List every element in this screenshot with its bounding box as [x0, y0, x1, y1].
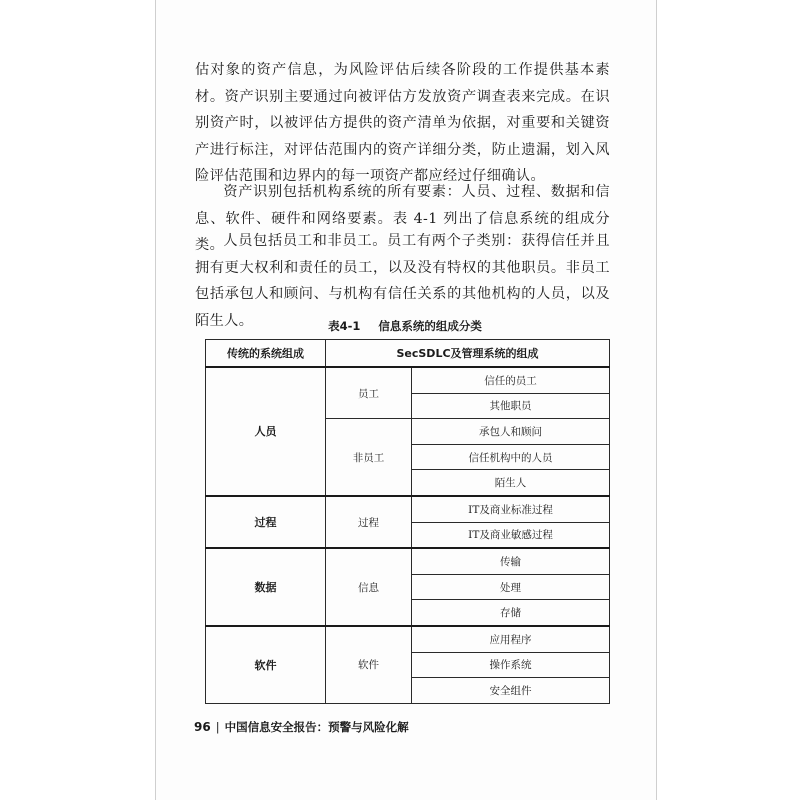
table-cell: 信任的员工 [412, 367, 610, 393]
header-traditional: 传统的系统组成 [206, 340, 326, 368]
table-cell: 传输 [412, 548, 610, 574]
table-cell: 安全组件 [412, 678, 610, 704]
system-components-table [205, 339, 610, 704]
book-title: 中国信息安全报告：预警与风险化解 [224, 720, 409, 734]
table-row [206, 626, 610, 652]
table-cell: 存储 [412, 600, 610, 626]
table-cell: 陌生人 [412, 470, 610, 496]
table-header-row [206, 340, 610, 368]
table-row [206, 496, 610, 522]
group-data: 数据 [206, 548, 326, 626]
group-personnel: 人员 [206, 367, 326, 496]
page-footer [194, 719, 409, 735]
table-cell: 承包人和顾问 [412, 419, 610, 445]
subgroup-process: 过程 [326, 496, 412, 548]
table-cell: 信任机构中的人员 [412, 444, 610, 470]
table-cell: 处理 [412, 574, 610, 600]
page-number: 96 [194, 720, 211, 734]
subgroup-information: 信息 [326, 548, 412, 626]
table-row [206, 548, 610, 574]
table-cell: IT及商业敏感过程 [412, 522, 610, 548]
table-row [206, 367, 610, 393]
subgroup-employees: 员工 [326, 367, 412, 419]
subgroup-software: 软件 [326, 626, 412, 703]
footer-separator: | [215, 720, 220, 734]
paragraph-personnel: 人员包括员工和非员工。员工有两个子类别：获得信任并且拥有更大权利和责任的员工，以及没有特权的其他职员。非员工包括承包人和顾问、与机构有信任关系的其他机构的人员，以及陌生人。 [195, 233, 610, 329]
table-caption-title: 信息系统的组成分类 [378, 319, 482, 333]
header-secsdlc: SecSDLC及管理系统的组成 [326, 340, 610, 368]
paragraph-asset-elements: 资产识别包括机构系统的所有要素：人员、过程、数据和信息、软件、硬件和网络要素。表 4-1 列出了信息系统的组成分类。 [195, 184, 610, 253]
group-process: 过程 [206, 496, 326, 548]
table-cell: 其他职员 [412, 393, 610, 419]
paragraph-asset-info: 估对象的资产信息，为风险评估后续各阶段的工作提供基本素材。资产识别主要通过向被评估方发放资产调查表来完成。在识别资产时，以被评估方提供的资产清单为依据，对重要和关键资产进行标注，对评估范围内的资产详细分类，防止遗漏，划入风险评估范围和边界内的每一项资产都应经过仔细确认。 [195, 62, 610, 184]
table-caption [205, 318, 605, 334]
table-caption-label: 表4-1 [328, 319, 361, 333]
table-cell: 操作系统 [412, 652, 610, 678]
table-cell: 应用程序 [412, 626, 610, 652]
table-cell: IT及商业标准过程 [412, 496, 610, 522]
group-software: 软件 [206, 626, 326, 703]
subgroup-non-employees: 非员工 [326, 419, 412, 496]
